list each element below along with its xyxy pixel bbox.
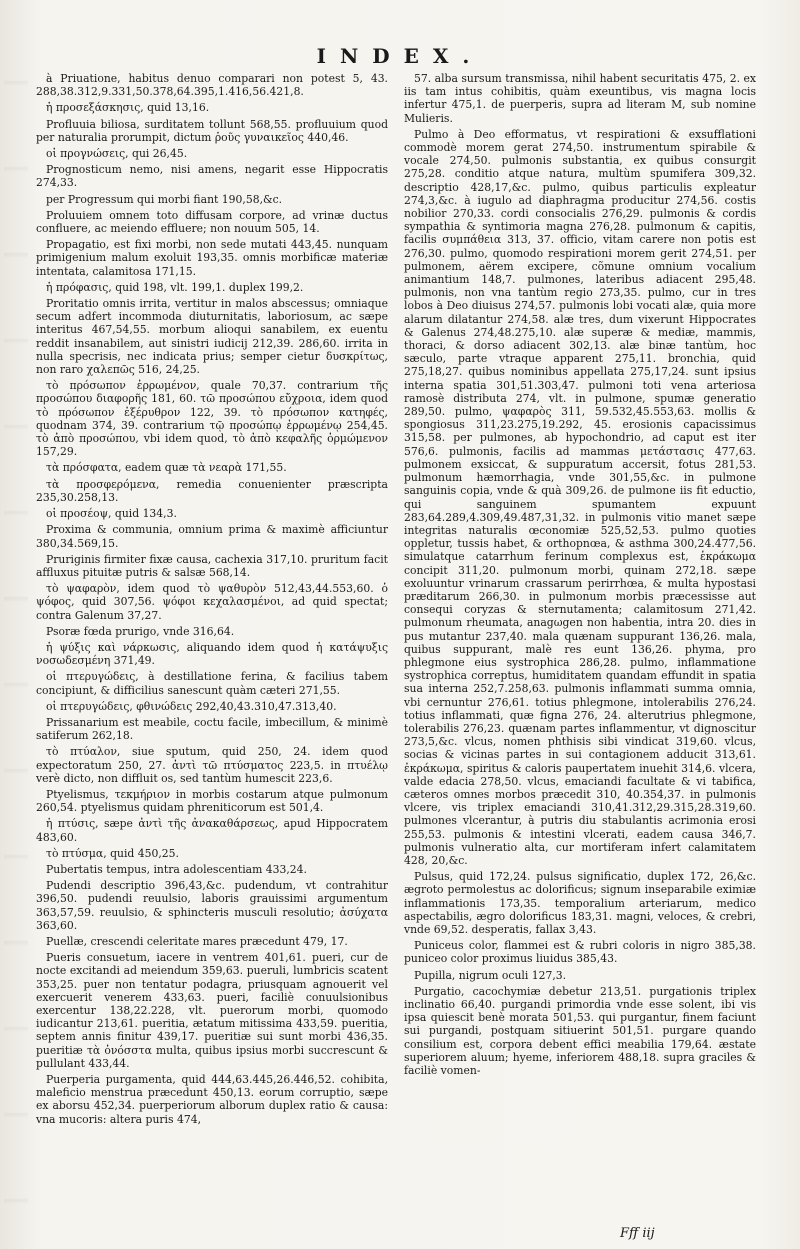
index-entry: Pubertatis tempus, intra adolescentiam 433,24. bbox=[46, 862, 307, 876]
index-entry: Puerperia purgamenta, quid 444,63.445,26.446,52. cohibita, maleficio menstrua præcedunt 450,13. eorum corruptio, sæpe ex aborsu 452,34. puerperiorum alborum duplex ratio & causa: vna mucoris: altera puris 474, bbox=[36, 1073, 388, 1126]
index-entry: ἡ πτύσις, sæpe ἀντὶ τῆς ἀνακαθάρσεως, apud Hippocratem 483,60. bbox=[36, 817, 388, 844]
signature-mark: Fff iij bbox=[620, 1226, 655, 1241]
index-entry: ἡ ψύξις καὶ νάρκωσις, aliquando idem quod ἡ κατάψυξις νοσωδεσμένη 371,49. bbox=[36, 640, 388, 668]
index-entry: τὰ προσφερόμενα, remedia conuenienter præscripta 235,30.258,13. bbox=[36, 477, 388, 504]
index-entry: Proritatio omnis irrita, vertitur in malos abscessus; omniaque secum adfert incommoda diuturnitatis, laboriosum, ac sæpe interitus 467,54,55. morbum alioqui sanabilem, ex euentu reddit insanabilem, aut sinistri iudicij 212,39. 286,60. irrita in nulla specrisis, nec indicata prius; semper cietur δυσκρίτως, non raro χαλεπῶς 516, 24,25. bbox=[36, 297, 388, 377]
index-entry: Pupilla, nigrum oculi 127,3. bbox=[414, 968, 567, 982]
right-column bbox=[404, 72, 756, 1222]
page-title: INDEX. bbox=[316, 44, 484, 68]
index-entry: τὸ πτύαλον, siue sputum, quid 250, 24. idem quod expectoratum 250, 27. ἀντὶ τῶ πτύσματος 223,5. in πτυέλῳ verè dicto, non diffluit os, sed tantùm humescit 223,6. bbox=[36, 745, 388, 785]
index-entry: τὸ ψαφαρὸν, idem quod τὸ ψαθυρὸν 512,43,44.553,60. ὁ ψόφος, quid 307,56. ψόφοι κεχαλασμένοι, ad quid spectat; contra Galenum 37,27. bbox=[36, 582, 388, 622]
index-entry: τὰ πρόσφατα, eadem quæ τὰ νεαρὰ 171,55. bbox=[46, 461, 287, 475]
index-entry: per Progressum qui morbi fiant 190,58,&c. bbox=[46, 192, 283, 206]
index-entry: Pruriginis firmiter fixæ causa, cachexia 317,10. pruritum facit affluxus pituitæ putris & salsæ 568,14. bbox=[36, 552, 388, 579]
index-entry: Profluuia biliosa, surditatem tollunt 568,55. profluuium quod per naturalia prorumpit, dictum ῥοῦς γυναικεῖος 440,46. bbox=[36, 117, 388, 144]
index-entry: τὸ πρόσωπον ἐρρωμένον, quale 70,37. contrarium τῆς προσώπου διαφορῆς 181, 60. τῶ προσώπου εὔχροια, idem quod τὸ πρόσωπον ἐξέρυθρον 122, 39. τὸ πρόσωπον κατηφές, quodnam 374, 39. contrarium τῷ προσώπῳ ἐρρωμένῳ 254,45. τὸ ἀπὸ προσώπου, vbi idem quod, τὸ ἀπὸ κεφαλῆς ὁρμώμενον 157,29. bbox=[36, 379, 388, 459]
index-entry: 57. alba sursum transmissa, nihil habent securitatis 475, 2. ex iis tam intus cohibitis, quàm exeuntibus, vis magna locis infertur 475,1. de puerperis, supra ad literam M, sub nomine Mulieris. bbox=[404, 72, 756, 125]
index-entry: Purgatio, cacochymiæ debetur 213,51. purgationis triplex inclinatio 66,40. purgandi primordia vnde esse solent, ibi vis ipsa quiescit benè morata 501,53. qui purgantur, finem faciunt sui purgandi, postquam sitiuerint 501,51. purgare quando consilium est, corpora debent effici meabilia 179,64. æstate superiorem aluum; hyeme, inferiorem 488,18. supra graciles & faciliè vomen- bbox=[404, 984, 756, 1078]
index-entry: Pulmo à Deo efformatus, vt respirationi & exsufflationi commodè morem gerat 274,50. instrumentum spirabile & vocale 274,50. pulmonis substantia, ex quibus consurgit 275,28. conditio atque natura, multùm spumifera 309,32. descriptio 428,17,&c. pulmo, quibus particulis expleatur 274,3,&c. à iugulo ad diaphragma producitur 274,56. costis nobilior 270,33. cordi consocialis 276,29. pulmonis & cordis sympathia & syntimoria magna 276,28. pulmonum & capitis, facilis συμπάθεια 313, 37. officio, vitam carere non potis est 276,30. pulmo, quomodo respirationi morem gerit 274,51. per pulmonem, aërem excipere, cõmune omnium vocalium animantium 148,7. pulmones, lateribus adiacent 295,48. pulmonis, non vna tantùm regio 273,35. pulmo, cur in tres lobos à Deo diuisus 274,57. pulmonis lobi vocati alæ, quia more alarum dilatantur 274,58. alæ tres, dum vixerunt Hippocrates & Galenus 274,48.275,10. alæ superæ & mediæ, mammis, thoraci, & dorso adiacent 302,13. alæ binæ tantùm, hoc sæculo, parte vtraque apparent 275,11. bronchia, quid 275,18,27. quibus nominibus appellata 275,17,24. sunt ipsius interna spatia 301,51.303,47. pulmoni toti vena arteriosa ramosè distributa 274, vlt. in pulmone, spumæ generatio 289,50. pulmo, ψαφαρὸς 311, 59.532,45.553,63. mollis & spongiosus 311,23.275,19.292, 45. erosionis capacissimus 315,58. per pulmones, ab hypochondrio, ad caput est iter 576,6. pulmonis, facilis ad mammas μετάστασις 477,63. pulmonem exsiccat, & suppuratum accersit, fotus 281,53. pulmonum hæmorrhagia, vnde 301,55,&c. in pulmone sanguinis copia, vnde & quà 309,26. de pulmone iis fit eductio, qui sanguinem spumantem expuunt 283,64.289,4.309,49.487,31,32. in pulmonis vitio manet sæpe integritas naturalis œconomiæ 525,52,53. pulmo quoties oppletur, tussis habet, & orthopnœa, & asthma 300,24.477,56. simulatque catarrhum ferinum complexus est, ἑκράκωμα concipit 311,20. pulmonum morbi, quinam 272,18. sæpe exoluuntur vrinarum crassarum perirrhœa, & multa hypostasi præditarum 266,30. in pulmonum morbis præcessisse aut consequi coryzas & sternutamenta; calamitosum 271,42. pulmonum rheumata, anagωgen non habentia, intra 20. dies in pus mutantur 237,40. mala quænam suppurant 136,26. mala, quibus suppurant, malè res eunt 136,26. phyma, pro phlegmone eius systrophica 286,28. pulmo, inflammatione systrophica correptus, humiditatem quandam effundit in spatia sua interna 252,7.258,63. pulmonis inflammati summa omnia, vbi cernuntur 276,61. totius phlegmone, intolerabilis 276,24. totius inflammati, quæ figna 276, 24. alterutrius phlegmone, tolerabilis 276,23. quænam partes inflammentur, vt dignoscitur 273,5,&c. vlcus, nomen phthisis sibi vindicat 319,60. vlcus, socias & vicinas partes in sui contagionem adducit 313,61. ἐκράκωμα, spiritus & caloris paupertatem inuehit 314,6. vlcera, valde edacia 278,50. vlcus, emaciandi facultate & vi tabifica, cæteros omnes morbos præcedit 310, 40.354,37. in pulmonis vlcere, vis triplex emaciandi 310,41.312,29.315,28.319,60. pulmones vlcerantur, à putris diu stabulantis acrimonia erosi 255,53. pulmonis & intestini vlcerati, eadem causa 346,7. pulmonis vulneratio alta, cur mortiferam infert calamitatem 428, 20,&c. bbox=[404, 127, 756, 867]
index-entry: ἡ προσεξάσκησις, quid 13,16. bbox=[46, 101, 210, 115]
index-entry: à Priuatione, habitus denuo comparari non potest 5, 43. 288,38.312,9.331,50.378,64.395,1.416,56.421,8. bbox=[36, 72, 388, 99]
index-columns bbox=[36, 72, 756, 1222]
index-entry: Pueris consuetum, iacere in ventrem 401,61. pueri, cur de nocte excitandi ad meiendum 359,63. pueruli, lumbricis scatent 353,25. puer non tentatur podagra, priusquam agnouerit vel exercuerit venerem 433,63. pueri, faciliè conuulsionibus exercentur 138,22.228, vlt. puerorum morbi, quomodo iudicantur 213,61. pueritia, ætatum mitissima 433,59. pueritia, septem annis finitur 439,17. pueritiæ sui sunt morbi 436,35. pueritiæ τὰ ὀνόσστα multa, quibus ipsius morbi succrescunt & pullulant 433,44. bbox=[36, 951, 388, 1070]
left-column bbox=[36, 72, 388, 1222]
binding-margin bbox=[4, 0, 28, 1249]
index-entry: τὸ πτύσμα, quid 450,25. bbox=[46, 846, 179, 860]
index-entry: Pudendi descriptio 396,43,&c. pudendum, vt contrahitur 396,50. pudendi reuulsio, laboris grauissimi argumentum 363,57,59. reuulsio, & sphincteris musculi resolutio; ἀσύχατα 363,60. bbox=[36, 879, 388, 932]
index-entry: οἱ προσέοψ, quid 134,3. bbox=[46, 507, 177, 521]
index-entry: Prissanarium est meabile, coctu facile, imbecillum, & minimè satiferum 262,18. bbox=[36, 715, 388, 743]
index-entry: Prognosticum nemo, nisi amens, negarit esse Hippocratis 274,33. bbox=[36, 163, 388, 190]
index-entry: Puniceus color, flammei est & rubri coloris in nigro 385,38. puniceo color proximus liuidus 385,43. bbox=[404, 939, 756, 966]
index-entry: οἱ πτερυγώδεις, φθινώδεις 292,40,43.310,47.313,40. bbox=[46, 699, 337, 713]
index-entry: Psoræ fœda prurigo, vnde 316,64. bbox=[46, 624, 235, 638]
index-entry: Ptyelismus, τεκμήριον in morbis costarum atque pulmonum 260,54. ptyelismus quidam phreniticorum est 501,4. bbox=[36, 787, 388, 815]
index-entry: Propagatio, est fixi morbi, non sede mutati 443,45. nunquam primigenium malum exoluit 193,35. omnis morbificæ materiæ intentata, calamitosa 171,15. bbox=[36, 238, 388, 278]
index-entry: Proluuiem omnem toto diffusam corpore, ad vrinæ ductus confluere, ac meiendo effluere; non nouum 505, 14. bbox=[36, 208, 388, 236]
index-entry: Pulsus, quid 172,24. pulsus significatio, duplex 172, 26,&c. ægroto permolestus ac dolorificus; signum inseparabile eximiæ inflammationis 173,35. temporalium arteriarum, medico aspectabilis, ægro dolorificus 183,31. magni, veloces, & crebri, vnde 69,52. desperatis, fallax 3,43. bbox=[404, 870, 756, 936]
index-entry: οἱ προγνώσεις, qui 26,45. bbox=[46, 147, 188, 161]
index-entry: Proxima & communia, omnium prima & maximè afficiuntur 380,34.569,15. bbox=[36, 523, 388, 550]
index-entry: Puellæ, crescendi celeritate mares præcedunt 479, 17. bbox=[46, 934, 348, 948]
index-entry: οἱ πτερυγώδεις, à destillatione ferina, & facilius tabem concipiunt, & difficilius sanescunt quàm cæteri 271,55. bbox=[36, 670, 388, 697]
index-entry: ἡ πρόφασις, quid 198, vlt. 199,1. duplex 199,2. bbox=[46, 280, 304, 294]
